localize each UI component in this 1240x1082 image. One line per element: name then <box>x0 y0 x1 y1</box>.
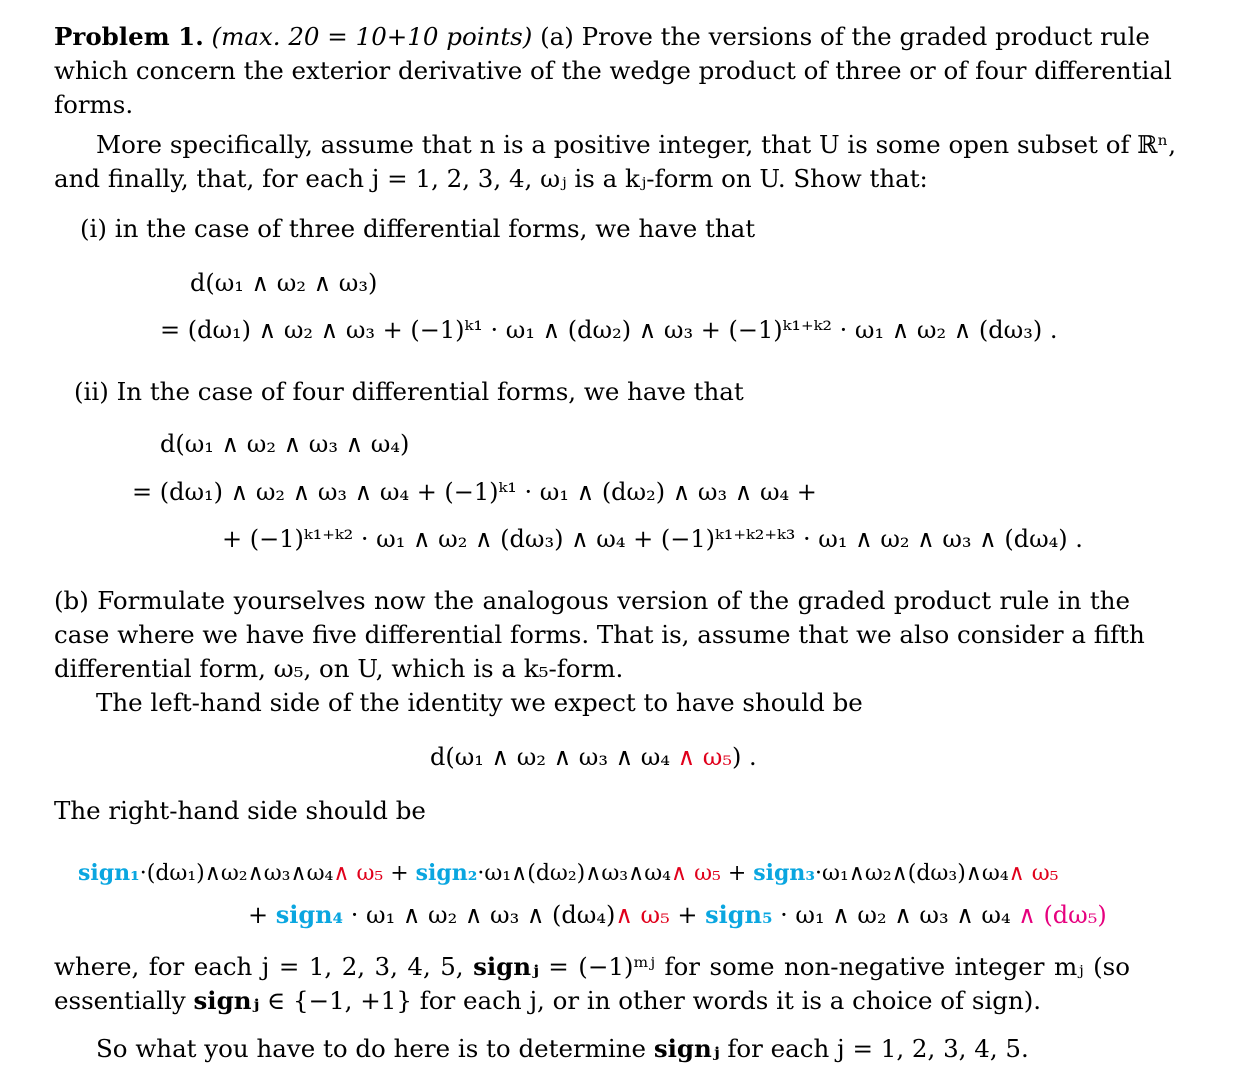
where-line2-a: essentially <box>54 986 194 1015</box>
rhs-intro: The right-hand side should be <box>54 796 426 825</box>
part-a-line2: which concern the exterior derivative of the wedge product of three or of four differential <box>54 56 1172 85</box>
problem-heading-line <box>54 20 1150 54</box>
sign2-label: sign₂ <box>415 860 478 886</box>
sign-j-2: signⱼ <box>193 986 260 1015</box>
sign4-label: sign₄ <box>275 900 344 929</box>
sign-j-1: signⱼ <box>473 952 539 981</box>
lhs-equation <box>430 740 757 774</box>
term4-omega5: ∧ ω₅ <box>615 901 670 929</box>
part-a-line1: (a) Prove the versions of the graded product rule <box>540 22 1150 51</box>
part-b-line1: (b) Formulate yourselves now the analogous version of the graded product rule in the <box>54 586 1130 615</box>
where-line1-a: where, for each j = 1, 2, 3, 4, 5, <box>54 952 474 981</box>
sign3-label: sign₃ <box>753 860 816 886</box>
points-note: (max. 20 = 10+10 points) <box>211 22 533 51</box>
spec-line1: More specifically, assume that n is a positive integer, that U is some open subset of ℝⁿ, <box>96 130 1177 159</box>
plus-lead: + <box>248 901 276 929</box>
where-line1 <box>54 950 1130 984</box>
problem-heading: Problem 1. <box>54 22 204 51</box>
sign-j-3: signⱼ <box>653 1034 720 1063</box>
part-b-line3: differential form, ω₅, on U, which is a k₅-form. <box>54 654 624 683</box>
term5-domega5: ∧ (dω₅) <box>1018 901 1107 929</box>
case-i-eq-rhs: = (dω₁) ∧ ω₂ ∧ ω₃ + (−1)ᵏ¹ · ω₁ ∧ (dω₂) ∧ ω₃ + (−1)ᵏ¹⁺ᵏ² · ω₁ ∧ ω₂ ∧ (dω₃) . <box>160 316 1058 344</box>
plus-2: + <box>720 861 754 886</box>
case-ii-label: (ii) In the case of four differential forms, we have that <box>74 377 744 406</box>
term1: ·(dω₁)∧ω₂∧ω₃∧ω₄ <box>139 861 334 886</box>
sign5-label: sign₅ <box>705 900 773 929</box>
term2-omega5: ∧ ω₅ <box>671 861 721 886</box>
where-line2-b: ∈ {−1, +1} for each j, or in other words it is a choice of sign). <box>259 986 1042 1015</box>
term1-omega5: ∧ ω₅ <box>333 861 384 886</box>
spec-line2: and finally, that, for each j = 1, 2, 3, 4, ωⱼ is a kⱼ-form on U. Show that: <box>54 164 928 193</box>
term3-omega5: ∧ ω₅ <box>1008 861 1059 886</box>
lhs-end: ) . <box>732 743 757 771</box>
lhs-main: d(ω₁ ∧ ω₂ ∧ ω₃ ∧ ω₄ <box>430 743 670 771</box>
case-ii-eq-rhs2: + (−1)ᵏ¹⁺ᵏ² · ω₁ ∧ ω₂ ∧ (dω₃) ∧ ω₄ + (−1)ᵏ¹⁺ᵏ²⁺ᵏ³ · ω₁ ∧ ω₂ ∧ ω₃ ∧ (dω₄) . <box>222 525 1083 553</box>
term2: ·ω₁∧(dω₂)∧ω₃∧ω₄ <box>477 861 671 886</box>
part-b-line2: case where we have five differential forms. That is, assume that we also consider a fifth <box>54 620 1145 649</box>
sign1-label: sign₁ <box>78 860 140 886</box>
final-a: So what you have to do here is to determine <box>96 1034 654 1063</box>
final-line <box>96 1032 1029 1066</box>
term5: · ω₁ ∧ ω₂ ∧ ω₃ ∧ ω₄ <box>772 901 1019 929</box>
term3: ·ω₁∧ω₂∧(dω₃)∧ω₄ <box>815 861 1009 886</box>
case-i-label: (i) in the case of three differential forms, we have that <box>80 214 756 243</box>
where-line1-b: = (−1)ᵐʲ for some non-negative integer mⱼ (so <box>538 952 1130 981</box>
case-i-eq-lhs: d(ω₁ ∧ ω₂ ∧ ω₃) <box>190 269 378 297</box>
case-ii-eq-rhs1: = (dω₁) ∧ ω₂ ∧ ω₃ ∧ ω₄ + (−1)ᵏ¹ · ω₁ ∧ (dω₂) ∧ ω₃ ∧ ω₄ + <box>132 478 817 506</box>
where-line2 <box>54 984 1041 1018</box>
rhs-line2 <box>248 898 1107 932</box>
final-b: for each j = 1, 2, 3, 4, 5. <box>719 1034 1029 1063</box>
plus-1: + <box>383 861 416 886</box>
case-ii-eq-lhs: d(ω₁ ∧ ω₂ ∧ ω₃ ∧ ω₄) <box>160 430 410 458</box>
rhs-line1 <box>78 856 1059 891</box>
term4: · ω₁ ∧ ω₂ ∧ ω₃ ∧ (dω₄) <box>343 901 616 929</box>
part-b-line4: The left-hand side of the identity we expect to have should be <box>96 688 863 717</box>
part-a-line3: forms. <box>54 90 134 119</box>
lhs-omega5: ∧ ω₅ <box>677 743 732 771</box>
plus-3: + <box>669 901 706 929</box>
